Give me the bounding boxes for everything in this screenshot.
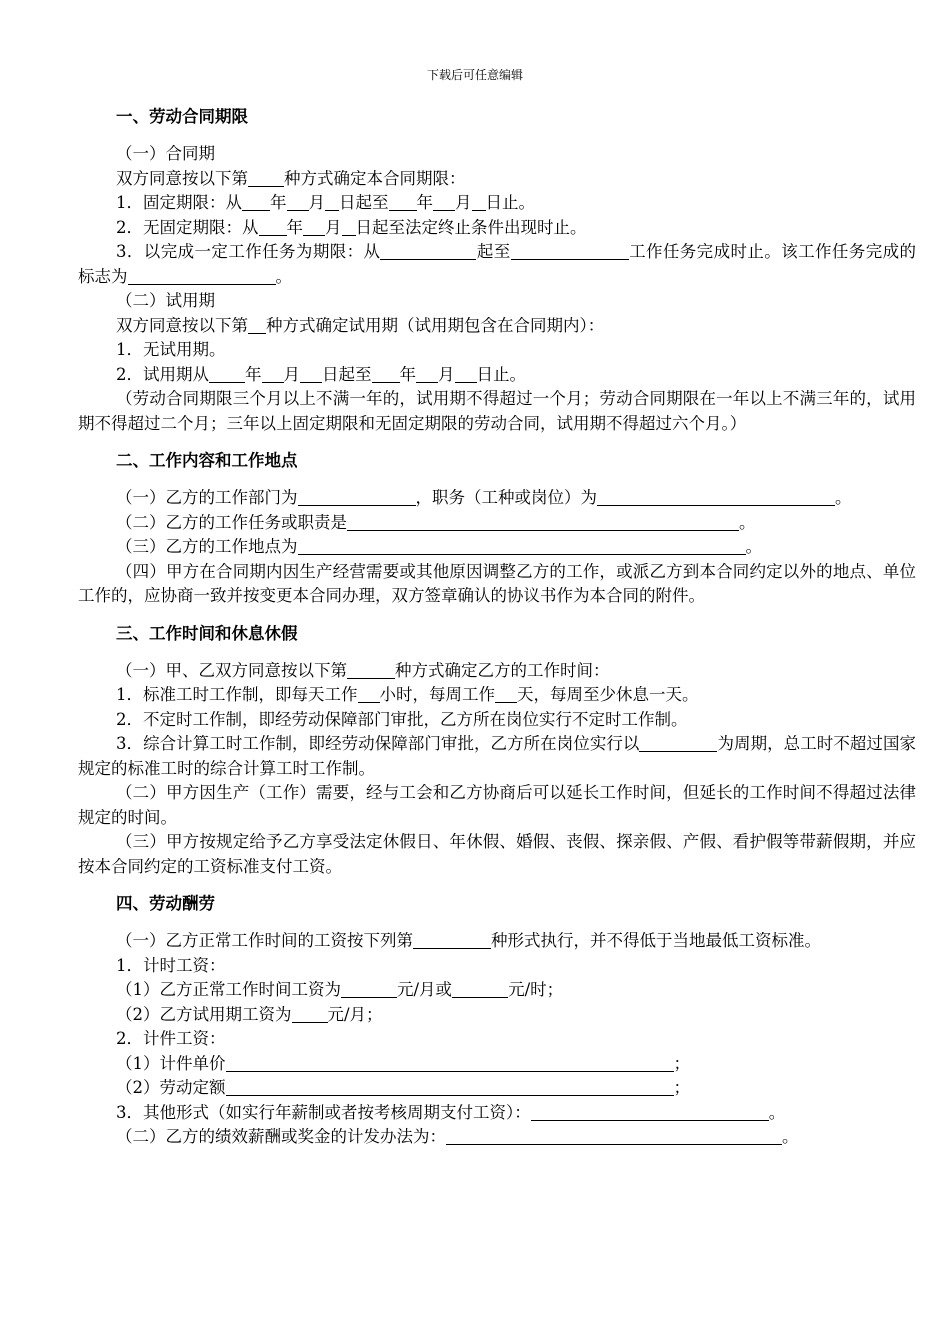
- piece-wage-label: 2．计件工资：: [116, 1029, 226, 1048]
- probation-period-line: 2．试用期从 年 月 日起至 年 月 日止。: [116, 364, 526, 384]
- other-wage-form-line: 3．其他形式（如实行年薪制或者按考核周期支付工资）： 。: [116, 1102, 786, 1122]
- piece-rate-line: （1）计件单价 ；: [116, 1053, 690, 1073]
- probation-note: （劳动合同期限三个月以上不满一年的，试用期不得超过一个月；劳动合同期限在一年以上不满三年的，试用期不得超过二个月；三年以上固定期限和无固定期限的劳动合同，试用期不得超过六个月。）: [78, 389, 916, 433]
- overtime-clause: （二）甲方因生产（工作）需要，经与工会和乙方协商后可以延长工作时间，但延长的工作时间不得超过法律规定的时间。: [78, 783, 916, 827]
- probation-method: 双方同意按以下第 种方式确定试用期（试用期包含在合同期内）：: [116, 315, 605, 335]
- page-header: 下载后可任意编辑: [426, 68, 523, 82]
- work-time-method: （一）甲、乙双方同意按以下第 种方式确定乙方的工作时间：: [116, 660, 610, 680]
- blank[interactable]: [433, 193, 455, 211]
- blank[interactable]: [511, 242, 629, 260]
- normal-wage-line: （1）乙方正常工作时间工资为 元/月或 元/时；: [116, 980, 564, 999]
- blank[interactable]: [455, 365, 477, 383]
- contract-period-method: 双方同意按以下第 种方式确定本合同期限：: [116, 168, 466, 188]
- blank[interactable]: [639, 734, 717, 752]
- blank[interactable]: [597, 488, 835, 506]
- open-term-line: 2．无固定期限：从 年 月 日起至法定终止条件出现时止。: [116, 217, 587, 237]
- work-adjustment-clause: （四）甲方在合同期内因生产经营需要或其他原因调整乙方的工作，或派乙方到本合同约定以外的地点、单位工作的，应协商一致并按变更本合同办理，双方签章确认的协议书作为本合同的附件。: [78, 561, 916, 605]
- probation-subtitle: （二）试用期: [116, 291, 215, 310]
- work-duty-line: （二）乙方的工作任务或职责是 。: [116, 512, 756, 532]
- blank[interactable]: [303, 218, 325, 236]
- paid-leave-clause: （三）甲方按规定给予乙方享受法定休假日、年休假、婚假、丧假、探亲假、产假、看护假等带薪假期，并应按本合同约定的工资标准支付工资。: [78, 832, 916, 876]
- blank[interactable]: [341, 980, 397, 998]
- blank[interactable]: [342, 218, 356, 236]
- blank[interactable]: [531, 1103, 769, 1121]
- standard-hours-line: 1．标准工时工作制，即每天工作 小时，每周工作 天，每周至少休息一天。: [116, 685, 699, 704]
- blank[interactable]: [242, 193, 270, 211]
- task-term-line: 3．以完成一定工作任务为期限：从 起至 工作任务完成时止。该工作任务完成的标志为 。: [78, 242, 917, 286]
- contract-body: [78, 100, 916, 1150]
- blank[interactable]: [300, 365, 322, 383]
- blank[interactable]: [472, 193, 486, 211]
- blank[interactable]: [347, 513, 739, 531]
- blank[interactable]: [452, 980, 508, 998]
- blank[interactable]: [372, 365, 400, 383]
- blank[interactable]: [209, 365, 245, 383]
- blank[interactable]: [389, 193, 417, 211]
- blank[interactable]: [358, 685, 380, 703]
- blank[interactable]: [287, 193, 309, 211]
- wage-form-line: （一）乙方正常工作时间的工资按下列第 种形式执行，并不得低于当地最低工资标准。: [116, 931, 821, 950]
- blank[interactable]: [298, 488, 416, 506]
- blank[interactable]: [128, 267, 276, 285]
- blank[interactable]: [446, 1127, 782, 1145]
- section-2-title: 二、工作内容和工作地点: [116, 451, 298, 470]
- blank[interactable]: [325, 193, 339, 211]
- fixed-term-line: 1．固定期限：从 年 月 日起至 年 月 日止。: [116, 193, 535, 212]
- blank[interactable]: [416, 365, 438, 383]
- blank[interactable]: [226, 1054, 674, 1072]
- blank[interactable]: [248, 316, 266, 334]
- contract-period-subtitle: （一）合同期: [116, 144, 215, 163]
- blank[interactable]: [347, 661, 395, 679]
- blank[interactable]: [259, 218, 287, 236]
- section-3-title: 三、工作时间和休息休假: [116, 623, 298, 643]
- work-location-line: （三）乙方的工作地点为 。: [116, 537, 762, 556]
- section-4-title: 四、劳动酬劳: [116, 894, 215, 913]
- flexible-hours-line: 2．不定时工作制，即经劳动保障部门审批，乙方所在岗位实行不定时工作制。: [116, 709, 688, 729]
- blank[interactable]: [495, 685, 517, 703]
- blank[interactable]: [413, 931, 491, 949]
- blank[interactable]: [298, 537, 746, 555]
- blank[interactable]: [380, 242, 476, 260]
- time-wage-label: 1．计时工资：: [116, 955, 226, 975]
- section-1-title: 一、劳动合同期限: [116, 107, 248, 126]
- bonus-method-line: （二）乙方的绩效薪酬或奖金的计发办法为： 。: [116, 1127, 799, 1146]
- probation-wage-line: （2）乙方试用期工资为 元/月；: [116, 1004, 383, 1024]
- blank[interactable]: [226, 1078, 674, 1096]
- comprehensive-hours-line: 3．综合计算工时工作制，即经劳动保障部门审批，乙方所在岗位实行以 为周期，总工时不超过国家规定的标准工时的综合计算工时工作制。: [78, 734, 916, 778]
- blank[interactable]: [248, 169, 284, 187]
- no-probation-line: 1．无试用期。: [116, 340, 226, 359]
- blank[interactable]: [292, 1005, 328, 1023]
- work-department-line: （一）乙方的工作部门为 ，职务（工种或岗位）为 。: [116, 488, 852, 507]
- blank[interactable]: [262, 365, 284, 383]
- labor-quota-line: （2）劳动定额 ；: [116, 1078, 690, 1097]
